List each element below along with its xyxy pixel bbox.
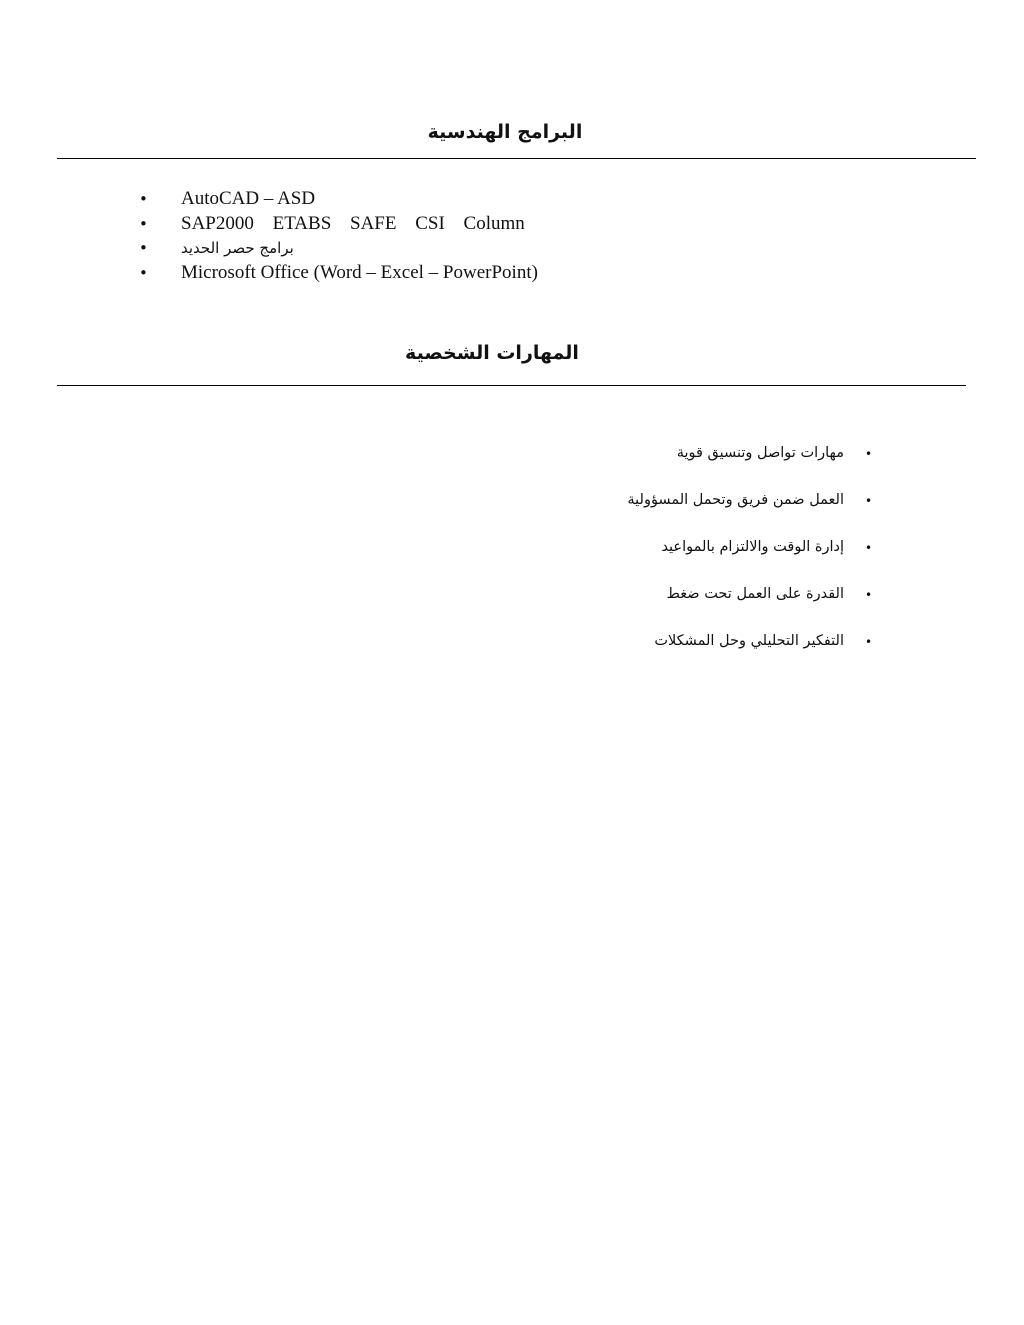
skill-item-text: العمل ضمن فريق وتحمل المسؤولية	[627, 492, 844, 508]
skill-item-text: مهارات تواصل وتنسيق قوية	[676, 445, 844, 461]
skill-item-text: إدارة الوقت والالتزام بالمواعيد	[661, 539, 844, 555]
bullet-icon: •	[865, 588, 873, 602]
personal-skills-heading: المهارات الشخصية	[405, 342, 579, 364]
bullet-icon: •	[865, 635, 873, 649]
engineering-software-heading: البرامج الهندسية	[427, 121, 583, 143]
skill-list-item	[560, 581, 880, 628]
software-item-text: AutoCAD – ASD	[181, 188, 316, 209]
software-item-text: برامج حصر الحديد	[181, 239, 294, 257]
bullet-icon: •	[865, 541, 873, 555]
bullet-icon: •	[865, 494, 873, 508]
software-list-item	[136, 261, 656, 286]
skill-list-item	[560, 534, 880, 581]
engineering-software-list	[136, 187, 656, 285]
bullet-icon: •	[865, 447, 873, 461]
skill-list-item	[560, 487, 880, 534]
bullet-icon: •	[139, 190, 148, 208]
bullet-icon: •	[139, 263, 148, 282]
software-item-text: Microsoft Office (Word – Excel – PowerPoint)	[181, 261, 538, 283]
skill-item-text: القدرة على العمل تحت ضغط	[666, 586, 844, 602]
skill-list-item	[560, 440, 880, 487]
personal-skills-list	[560, 440, 880, 675]
skill-list-item	[560, 628, 880, 675]
bullet-icon: •	[139, 239, 148, 257]
software-item-text: SAP2000 ETABS SAFE CSI Column	[181, 212, 525, 234]
skill-item-text: التفكير التحليلي وحل المشكلات	[654, 633, 844, 649]
software-list-item	[136, 236, 656, 261]
bullet-icon: •	[139, 214, 148, 233]
software-list-item	[136, 187, 656, 212]
software-list-item	[136, 212, 656, 237]
section-divider	[57, 158, 976, 159]
section-divider	[57, 385, 966, 386]
